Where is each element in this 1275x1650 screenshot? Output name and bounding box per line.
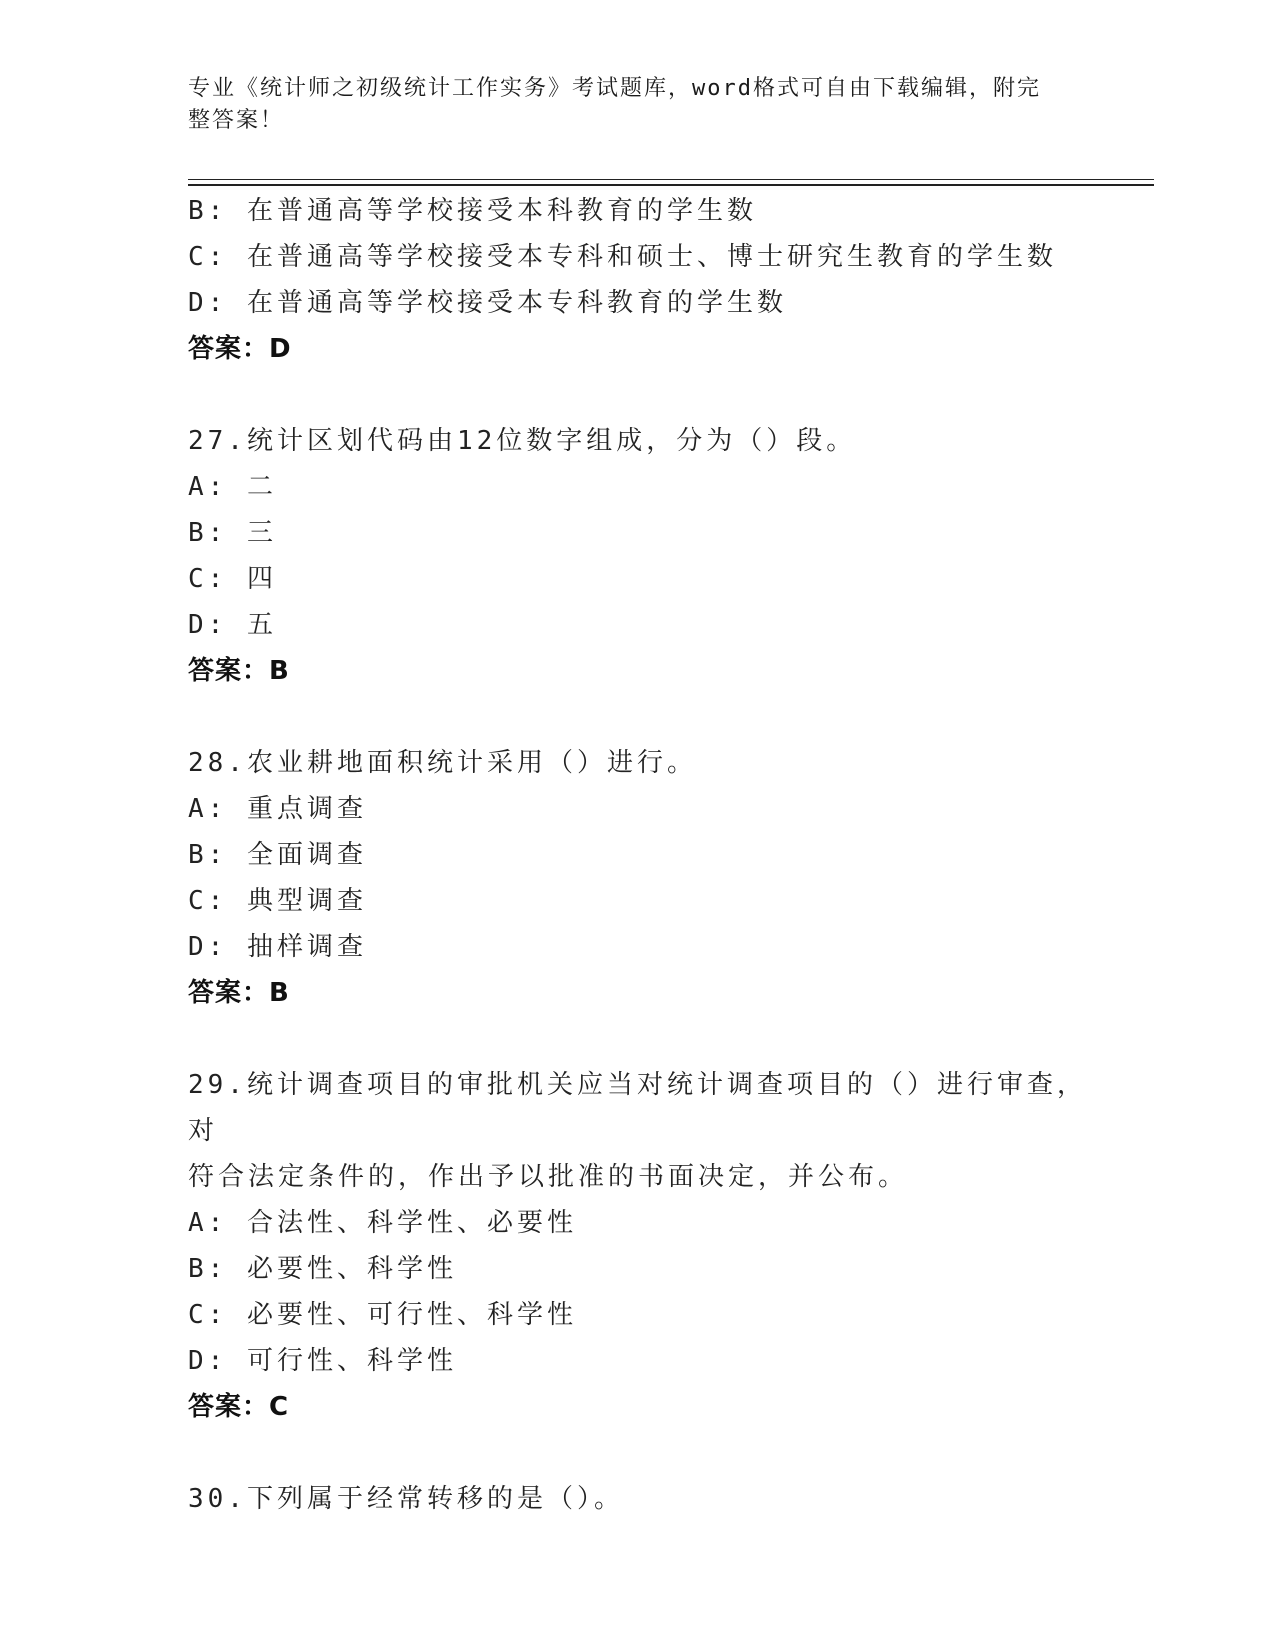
q28-option-b: B: 全面调查 <box>188 840 367 870</box>
q29-option-b: B: 必要性、科学性 <box>188 1254 457 1284</box>
q29-option-d: D: 可行性、科学性 <box>188 1346 457 1376</box>
header-divider-thin <box>188 179 1154 180</box>
document-header <box>188 73 1088 137</box>
question-28 <box>188 740 1088 1016</box>
q27-option-c: C: 四 <box>188 564 277 594</box>
question-29 <box>188 1062 1088 1430</box>
q29-question-line-2: 符合法定条件的，作出予以批准的书面决定，并公布。 <box>188 1162 909 1192</box>
q26-option-c: C: 在普通高等学校接受本专科和硕士、博士研究生教育的学生数 <box>188 242 1057 272</box>
q27-option-a: A: 二 <box>188 472 277 502</box>
spacer <box>188 694 1088 740</box>
q27-question: 27.统计区划代码由12位数字组成，分为（）段。 <box>188 426 857 456</box>
q28-option-c: C: 典型调查 <box>188 886 367 916</box>
q29-question-line-1: 29.统计调查项目的审批机关应当对统计调查项目的（）进行审查，对 <box>188 1070 1087 1146</box>
question-30 <box>188 1476 1088 1522</box>
header-line-1: 专业《统计师之初级统计工作实务》考试题库，word格式可自由下载编辑，附完 <box>188 76 1041 101</box>
spacer <box>188 1430 1088 1476</box>
q28-option-a: A: 重点调查 <box>188 794 367 824</box>
question-27 <box>188 418 1088 694</box>
q27-answer: 答案：B <box>188 656 290 686</box>
spacer <box>188 372 1088 418</box>
q28-question: 28.农业耕地面积统计采用（）进行。 <box>188 748 697 778</box>
q29-option-a: A: 合法性、科学性、必要性 <box>188 1208 577 1238</box>
q26-option-d: D: 在普通高等学校接受本专科教育的学生数 <box>188 288 787 318</box>
q29-answer: 答案：C <box>188 1392 290 1422</box>
question-list <box>188 188 1088 1522</box>
question-26 <box>188 188 1088 372</box>
q26-answer: 答案：D <box>188 334 292 364</box>
q27-option-d: D: 五 <box>188 610 277 640</box>
q28-answer: 答案：B <box>188 978 290 1008</box>
q26-option-b: B: 在普通高等学校接受本科教育的学生数 <box>188 196 757 226</box>
q28-option-d: D: 抽样调查 <box>188 932 367 962</box>
q30-question: 30.下列属于经常转移的是（）。 <box>188 1484 624 1514</box>
header-divider-thick <box>188 184 1154 186</box>
q29-option-c: C: 必要性、可行性、科学性 <box>188 1300 577 1330</box>
header-line-2: 整答案！ <box>188 108 285 133</box>
q27-option-b: B: 三 <box>188 518 277 548</box>
spacer <box>188 1016 1088 1062</box>
